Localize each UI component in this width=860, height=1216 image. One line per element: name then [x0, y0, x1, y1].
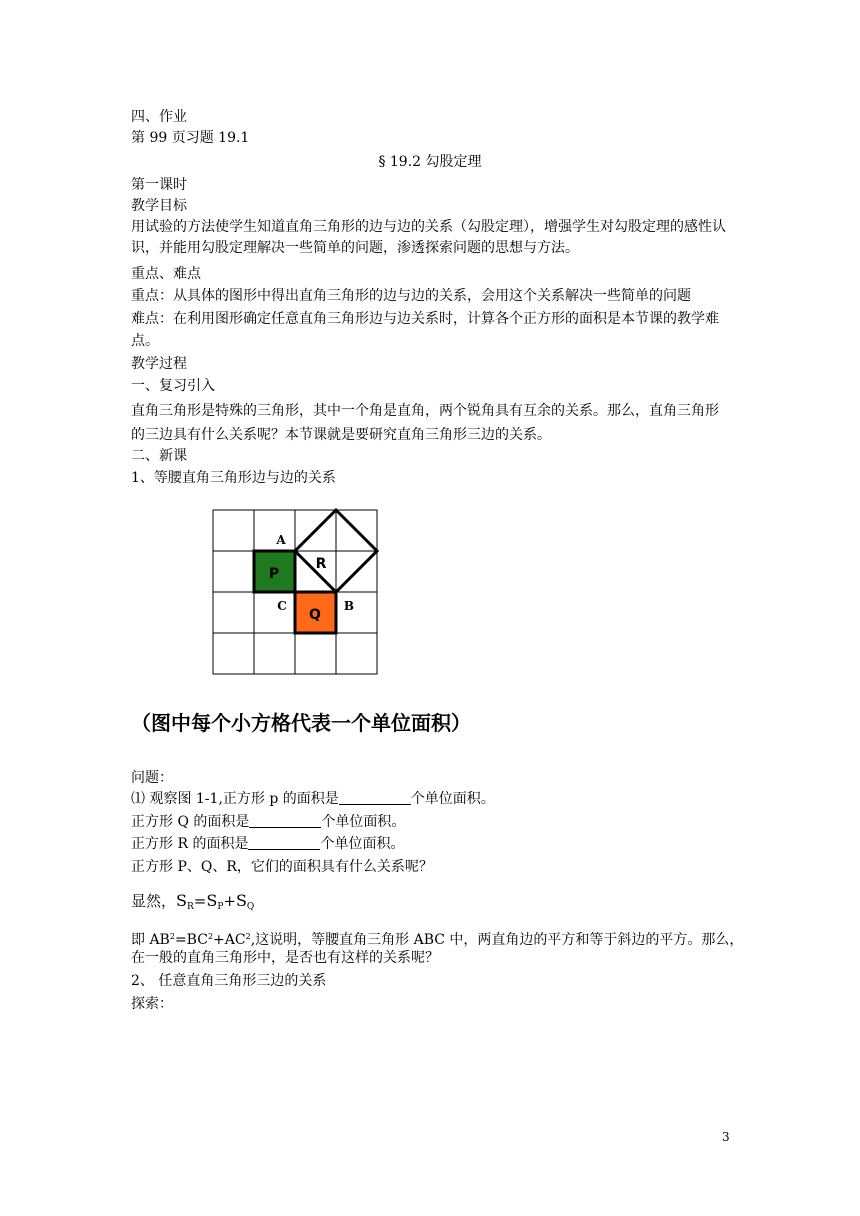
- subsection-1: 1、等腰直角三角形边与边的关系: [131, 470, 336, 486]
- sup-bc: 2: [207, 932, 214, 941]
- label-p: P: [268, 566, 280, 582]
- equation-area: [131, 891, 254, 917]
- homework-heading: 四、作业: [131, 109, 187, 125]
- homework-item: 第 99 页习题 19.1: [131, 130, 250, 146]
- question-3-suffix: 个单位面积。: [320, 836, 405, 852]
- question-1-suffix: 个单位面积。: [410, 791, 495, 807]
- answer-blank-q[interactable]: [249, 813, 321, 828]
- new-lesson-heading: 二、新课: [131, 448, 187, 464]
- page-number: 3: [722, 1130, 730, 1144]
- label-c: C: [277, 599, 287, 613]
- question-2: [131, 812, 405, 832]
- ie-post: ,这说明，等腰直角三角形 ABC 中，两直角边的平方和等于斜边的平方。那么，: [250, 932, 744, 948]
- question-3-text: 正方形 R 的面积是: [131, 836, 249, 852]
- key-heading: 重点、难点: [131, 266, 201, 282]
- questions-heading: 问题：: [131, 770, 173, 786]
- question-2-suffix: 个单位面积。: [321, 814, 406, 830]
- eq-sub-q: Q: [246, 902, 255, 912]
- answer-blank-p[interactable]: [339, 790, 411, 805]
- review-text: 直角三角形是特殊的三角形，其中一个角是直角，两个锐角具有互余的关系。那么，直角三角形的三边具有什么关系呢？本节课就是要研究直角三角形三边的关系。: [131, 403, 719, 443]
- eq-s-q: S: [235, 891, 247, 910]
- label-r: R: [315, 556, 327, 572]
- obvious-label: 显然，: [131, 892, 177, 910]
- question-1: [131, 789, 495, 809]
- period-label: 第一课时: [131, 177, 187, 193]
- eq-s-p: S: [206, 891, 218, 910]
- label-a: A: [276, 533, 286, 547]
- difficulty-text: 难点：在利用图形确定任意直角三角形边与边关系时，计算各个正方形的面积是本节课的教学难点。: [131, 311, 719, 349]
- ie-pre: 即 AB: [131, 932, 170, 948]
- key-point: 重点：从具体的图形中得出直角三角形的边与边的关系，会用这个关系解决一些简单的问题: [131, 288, 691, 304]
- subsection-2: 2、 任意直角三角形三边的关系: [131, 973, 327, 989]
- question-2-text: 正方形 Q 的面积是: [131, 814, 250, 830]
- goal-heading: 教学目标: [131, 198, 187, 214]
- label-q: Q: [309, 607, 321, 623]
- eq-s-r: S: [176, 891, 187, 910]
- pythagoras-line-2: 在一般的直角三角形中，是否也有这样的关系呢？: [131, 950, 439, 966]
- question-3: [131, 834, 404, 854]
- eq-equals: =: [193, 892, 207, 910]
- ie-mid-1: =BC: [174, 932, 208, 948]
- goal-text: 用试验的方法使学生知道直角三角形的边与边的关系（勾股定理），增强学生对勾股定理的感性认识，并能用勾股定理解决一些简单的问题，渗透探索问题的思想与方法。: [131, 219, 726, 256]
- review-heading: 一、复习引入: [131, 378, 215, 394]
- answer-blank-r[interactable]: [248, 835, 320, 850]
- explore-label: 探索：: [131, 996, 173, 1012]
- pythagoras-line-1: [131, 927, 743, 950]
- process-heading: 教学过程: [131, 356, 187, 372]
- label-b: B: [343, 599, 355, 613]
- sup-ac: 2: [245, 932, 251, 941]
- question-1-text: ⑴ 观察图 1-1,正方形 p 的面积是: [131, 791, 339, 807]
- section-title: § 19.2 勾股定理: [378, 154, 482, 170]
- eq-sub-p: P: [217, 902, 224, 912]
- sup-ab: 2: [169, 932, 175, 941]
- grid-figure: [211, 508, 381, 678]
- eq-sub-r: R: [186, 902, 194, 912]
- figure-caption: （图中每个小方格代表一个单位面积）: [131, 711, 471, 735]
- question-4: 正方形 P、Q、R，它们的面积具有什么关系呢？: [131, 859, 433, 875]
- eq-plus: +: [223, 892, 236, 910]
- ie-mid-2: +AC: [213, 932, 246, 948]
